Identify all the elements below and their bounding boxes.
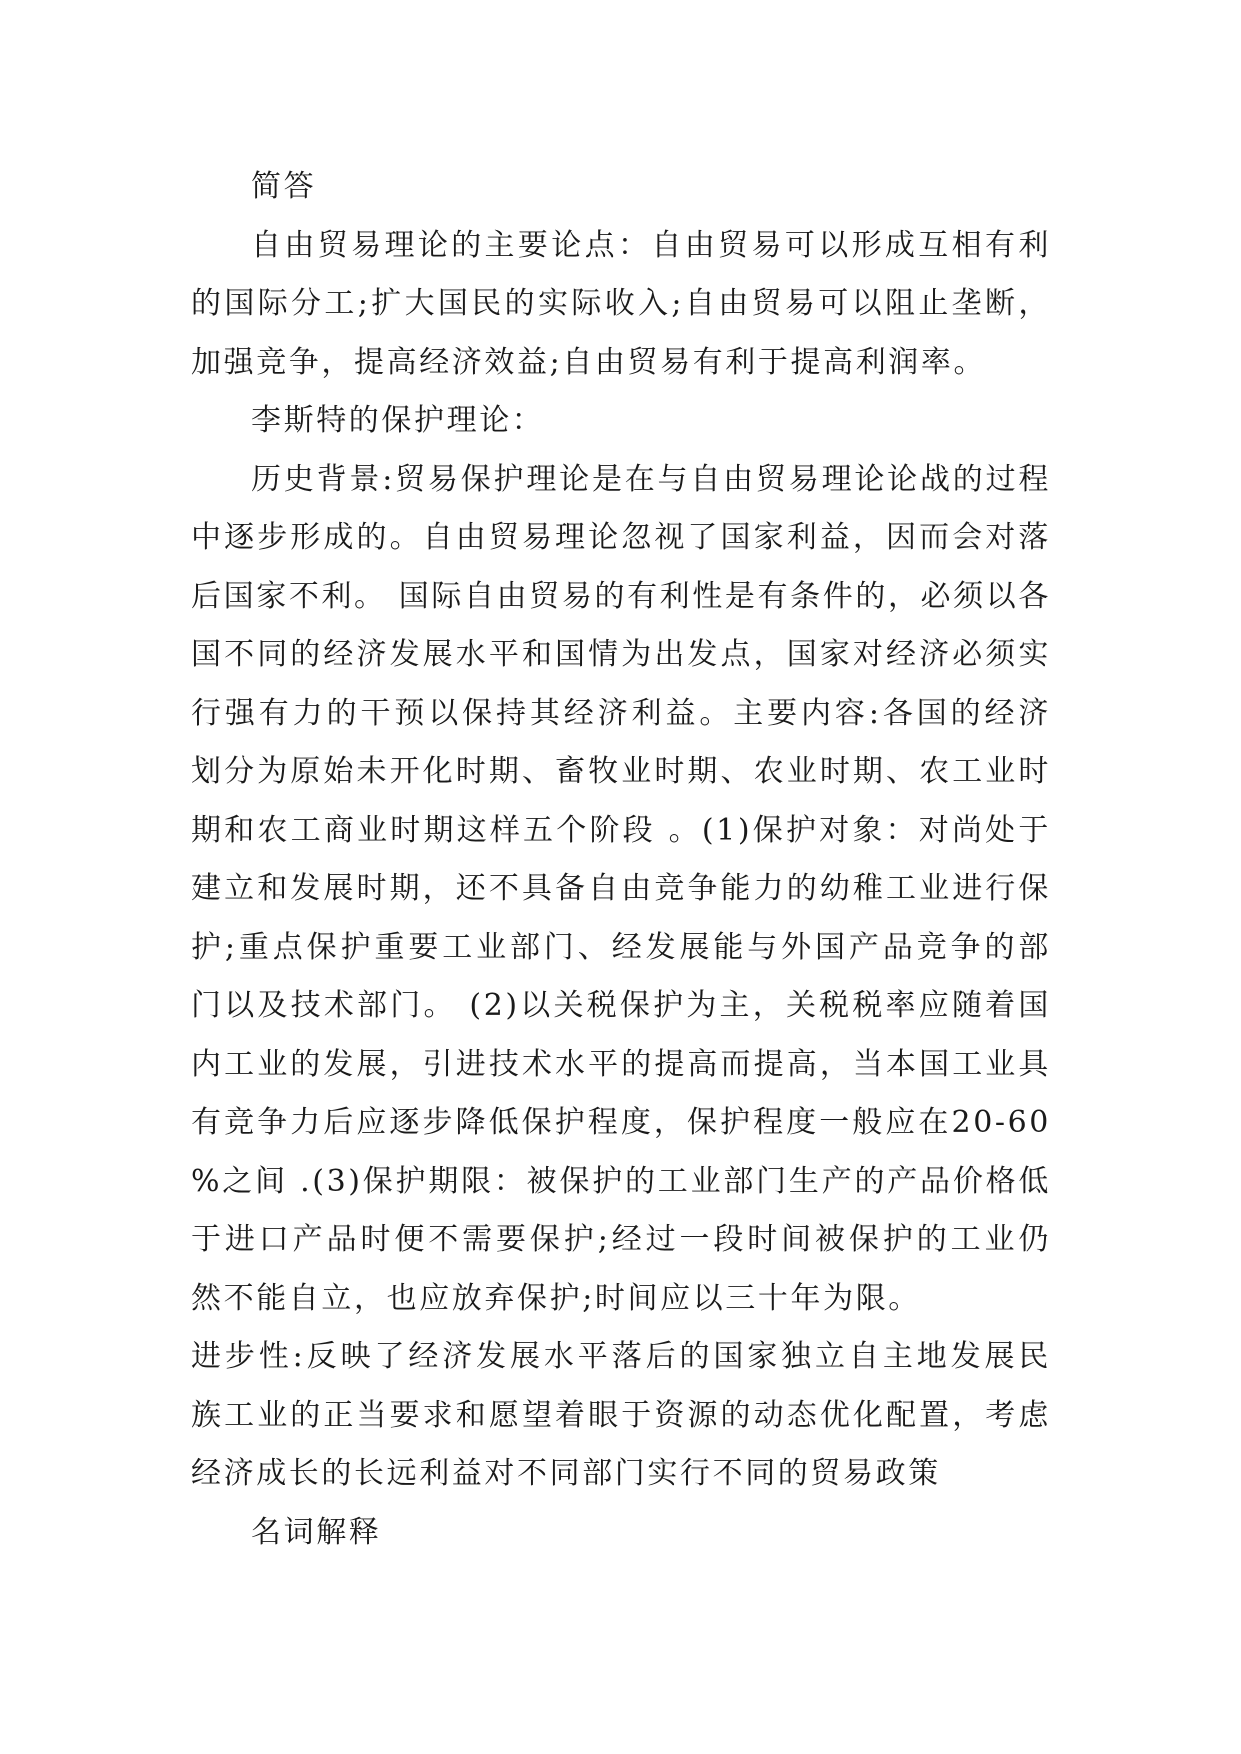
heading-list-protection-theory: 李斯特的保护理论： [251,403,545,438]
paragraph-progressiveness: 进步性:反映了经济发展水平落后的国家独立自主地发展民族工业的正当要求和愿望着眼于资源的动态优化配置，考虑经济成长的长远利益对不同部门实行不同的贸易政策 [191,1339,1051,1491]
heading-short-answer: 简答 [251,169,317,204]
document-body [191,158,1051,1562]
paragraph-free-trade-theory: 自由贸易理论的主要论点：自由贸易可以形成互相有利的国际分工;扩大国民的实际收入;自由贸易可以阻止垄断，加强竞争，提高经济效益;自由贸易有利于提高利润率。 [191,227,1051,380]
heading-term-explanation: 名词解释 [251,1514,382,1550]
paragraph-list-protection-theory: 历史背景:贸易保护理论是在与自由贸易理论论战的过程中逐步形成的。自由贸易理论忽视了国家利益，因而会对落后国家不利。 国际自由贸易的有利性是有条件的，必须以各国不同的经济发展水平和国情为出发点，国家对经济必须实行强有力的干预以保持其经济利益。主要内容:各国的经济划分为原始未开化时期、畜牧业时期、农业时期、农工业时期和农工商业时期这样五个阶段 。(1)保护对象：对尚处于建立和发展时期，还不具备自由竞争能力的幼稚工业进行保护;重点保护重要工业部门、经发展能与外国产品竞争的部门以及技术部门。 (2)以关税保护为主，关税税率应随着国内工业的发展，引进技术水平的提高而提高，当本国工业具有竞争力后应逐步降低保护程度，保护程度一般应在20-60%之间 .(3)保护期限：被保护的工业部门生产的产品价格低于进口产品时便不需要保护;经过一段时间被保护的工业仍然不能自立，也应放弃保护;时间应以三十年为限。 [191,461,1051,1316]
